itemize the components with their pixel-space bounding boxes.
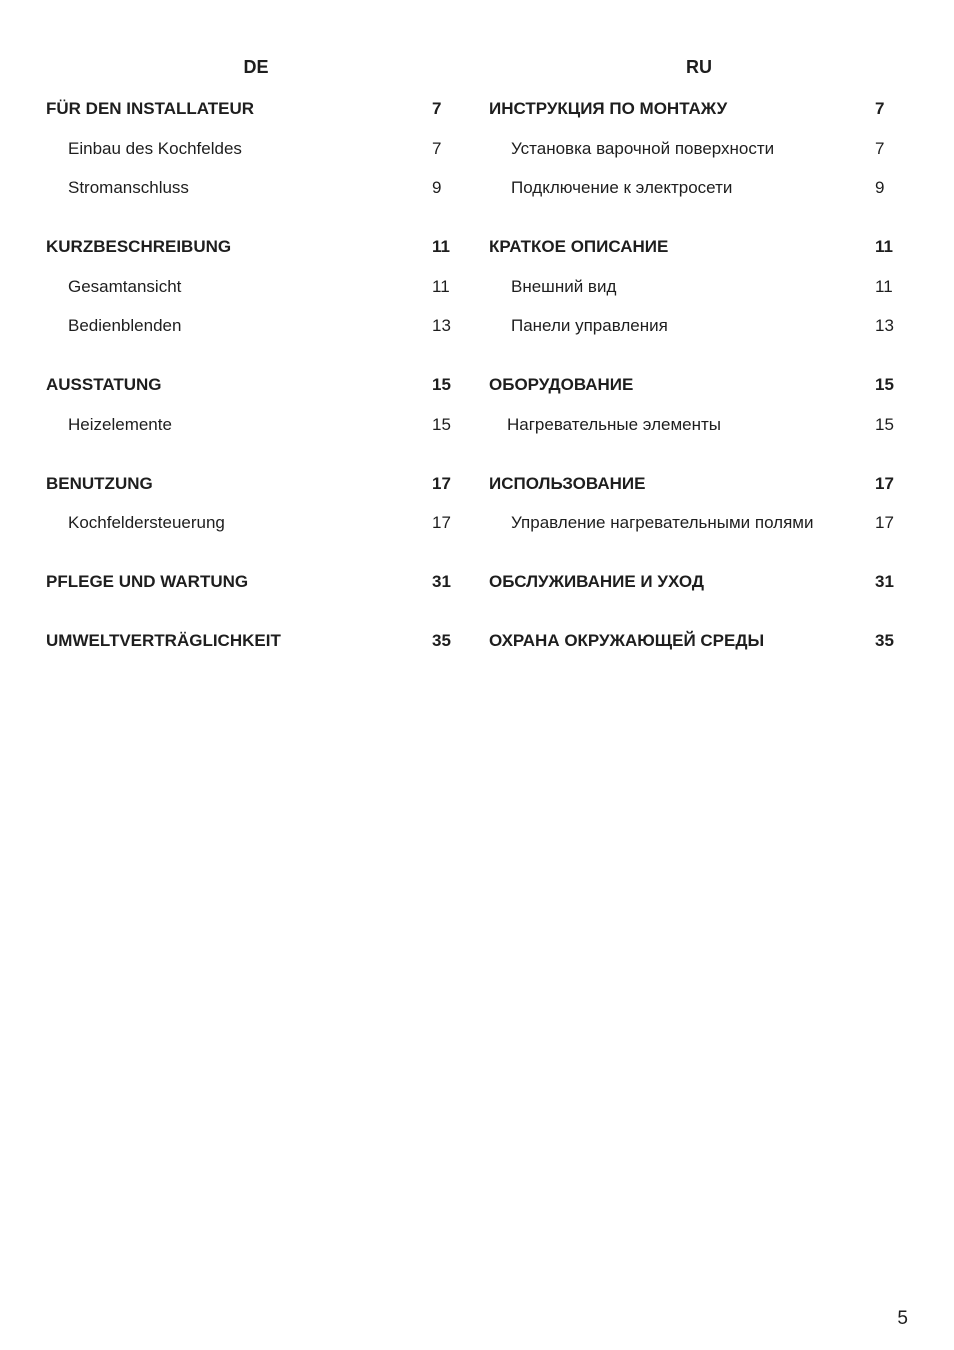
entry-title: Подключение к электросети <box>511 178 733 197</box>
toc-subsection-entry <box>46 315 466 337</box>
entry-page: 15 <box>432 375 451 394</box>
entry-page: 13 <box>432 316 451 335</box>
toc-section-entry <box>46 473 466 495</box>
entry-page: 9 <box>432 178 442 197</box>
entry-page: 11 <box>432 277 450 296</box>
entry-title: ОБСЛУЖИВАНИЕ И УХОД <box>489 572 704 591</box>
toc-section-entry <box>489 571 909 593</box>
toc-subsection-entry <box>489 414 909 436</box>
toc-section-entry <box>489 374 909 396</box>
entry-page: 11 <box>875 277 893 296</box>
toc-section-entry <box>46 236 466 258</box>
entry-page: 31 <box>875 572 894 591</box>
entry-title: Gesamtansicht <box>68 277 182 296</box>
column-language-heading: DE <box>243 57 269 77</box>
toc-subsection-entry <box>46 276 466 298</box>
entry-page: 17 <box>875 513 894 532</box>
entry-title: ОХРАНА ОКРУЖАЮЩЕЙ СРЕДЫ <box>489 631 765 650</box>
toc-section-entry <box>489 473 909 495</box>
entry-page: 7 <box>875 139 885 158</box>
toc-subsection-entry <box>489 315 909 337</box>
entry-title: BENUTZUNG <box>46 474 153 493</box>
entry-title: PFLEGE UND WARTUNG <box>46 572 249 591</box>
entry-page: 11 <box>432 237 450 256</box>
entry-page: 9 <box>875 178 885 197</box>
entry-page: 15 <box>432 415 451 434</box>
toc-section-entry <box>489 98 909 120</box>
entry-title: AUSSTATUNG <box>46 375 162 394</box>
toc-section-entry <box>489 630 909 652</box>
toc-section-entry <box>489 236 909 258</box>
toc-subsection-entry <box>46 138 466 160</box>
toc-section-entry <box>46 571 466 593</box>
entry-page: 15 <box>875 415 894 434</box>
toc-subsection-entry <box>489 138 909 160</box>
entry-title: Нагревательные элементы <box>507 415 722 434</box>
entry-title: КРАТКОЕ ОПИСАНИЕ <box>489 237 669 256</box>
entry-title: ИНСТРУКЦИЯ ПО МОНТАЖУ <box>489 99 728 118</box>
entry-page: 15 <box>875 375 894 394</box>
entry-page: 11 <box>875 237 893 256</box>
entry-title: UMWELTVERTRÄGLICHKEIT <box>46 631 281 650</box>
entry-page: 7 <box>875 99 885 118</box>
toc-subsection-entry <box>46 177 466 199</box>
toc-section-entry <box>46 630 466 652</box>
entry-title: Управление нагревательными полями <box>511 513 814 532</box>
entry-page: 17 <box>432 513 451 532</box>
entry-title: Stromanschluss <box>68 178 189 197</box>
entry-title: Einbau des Kochfeldes <box>68 139 242 158</box>
toc-section-entry <box>46 374 466 396</box>
entry-title: ИСПОЛЬЗОВАНИЕ <box>489 474 646 493</box>
entry-title: Kochfeldersteuerung <box>68 513 225 532</box>
toc-subsection-entry <box>46 512 466 534</box>
entry-page: 35 <box>432 631 451 650</box>
entry-page: 7 <box>432 99 442 118</box>
entry-page: 17 <box>432 474 451 493</box>
entry-title: FÜR DEN INSTALLATEUR <box>46 99 255 118</box>
toc-section-entry <box>46 98 466 120</box>
entry-title: Heizelemente <box>68 415 172 434</box>
entry-title: Установка варочной поверхности <box>511 139 775 158</box>
page-number: 5 <box>897 1308 908 1329</box>
toc-subsection-entry <box>46 414 466 436</box>
entry-title: Внешний вид <box>511 277 617 296</box>
entry-page: 17 <box>875 474 894 493</box>
entry-page: 31 <box>432 572 451 591</box>
entry-page: 7 <box>432 139 442 158</box>
entry-title: Панели управления <box>511 316 668 335</box>
entry-title: KURZBESCHREIBUNG <box>46 237 232 256</box>
toc-column-ru <box>489 0 909 700</box>
column-language-heading: RU <box>686 57 712 77</box>
entry-page: 35 <box>875 631 894 650</box>
entry-page: 13 <box>875 316 894 335</box>
entry-title: ОБОРУДОВАНИЕ <box>489 375 634 394</box>
toc-subsection-entry <box>489 512 909 534</box>
toc-subsection-entry <box>489 276 909 298</box>
toc-subsection-entry <box>489 177 909 199</box>
toc-column-de <box>46 0 466 700</box>
entry-title: Bedienblenden <box>68 316 182 335</box>
